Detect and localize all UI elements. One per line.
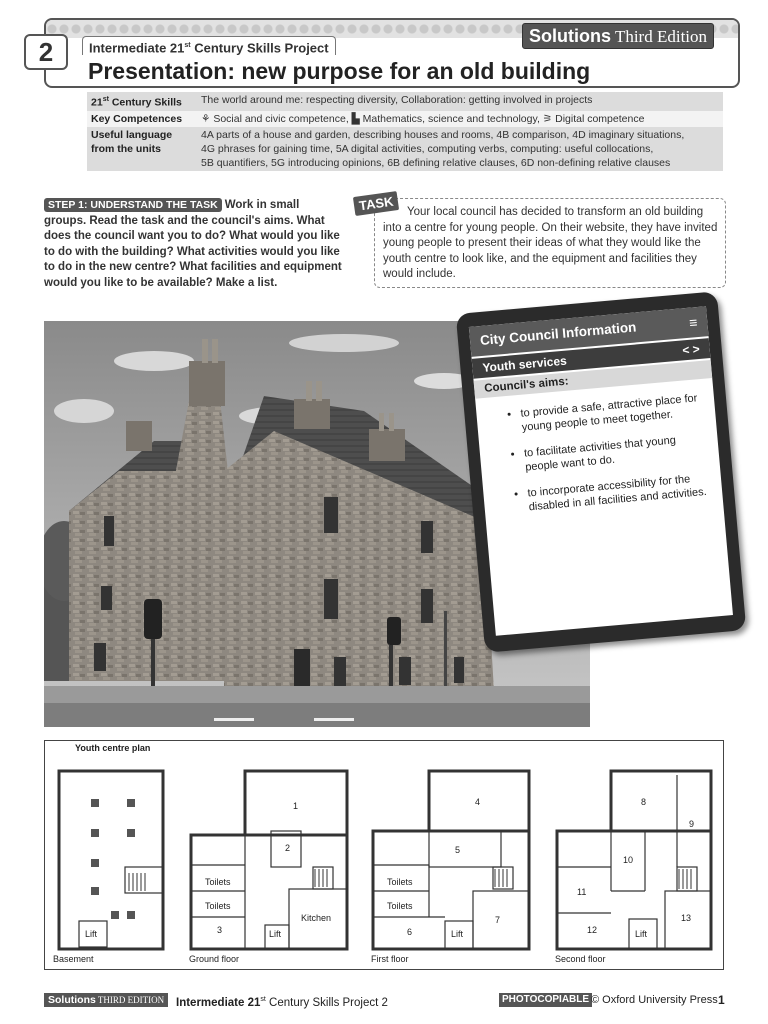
toilets-label: Toilets <box>387 877 413 887</box>
step1-text: Work in small groups. Read the task and the council's aims. What does the council want you to do? What would you like to do with the building? What activities would you like to do in the new centre? What facilities and equipment would you like to be available? Make a list. <box>44 199 342 289</box>
tablet-device <box>456 291 747 653</box>
room-number: 12 <box>587 925 598 935</box>
lift-label: Lift <box>451 929 464 939</box>
plan-title: Youth centre plan <box>75 743 151 753</box>
room-number: 1 <box>293 801 299 811</box>
room-number: 11 <box>577 887 587 897</box>
table-row <box>87 127 723 171</box>
room-number: 10 <box>623 855 634 865</box>
toilets-label: Toilets <box>205 901 231 911</box>
aims-list <box>476 390 723 518</box>
lift-label: Lift <box>269 929 282 939</box>
unit-number: 2 <box>24 34 68 70</box>
list-item: • to provide a safe, attractive place for young people to meet together. <box>520 391 702 435</box>
tablet-title: City Council Information <box>479 319 637 349</box>
task-label: TASK <box>353 191 400 216</box>
room-number: 7 <box>495 915 501 925</box>
floor-label-first: First floor <box>371 954 409 964</box>
competences-value: ⚘ Social and civic competence, ▙ Mathematics, science and technology, ⚞ Digital competence <box>197 111 723 127</box>
floor-plans-drawing <box>45 741 723 969</box>
step1-label: STEP 1: UNDERSTAND THE TASK <box>44 198 222 212</box>
project-label: Intermediate 21st Century Skills Project <box>82 36 336 55</box>
lift-label: Lift <box>635 929 648 939</box>
toilets-label: Toilets <box>205 877 231 887</box>
youth-centre-plan <box>44 740 724 970</box>
photocopiable-badge: PHOTOCOPIABLE <box>499 993 592 1007</box>
room-number: 2 <box>285 843 291 853</box>
tablet-subtitle: Youth services <box>481 353 568 375</box>
room-number: 13 <box>681 913 692 923</box>
hamburger-menu-icon[interactable]: ≡ <box>688 314 698 331</box>
skills-key: 21st Century Skills <box>87 92 197 111</box>
nav-arrows-icon[interactable]: < > <box>681 341 701 358</box>
brand-badge: Solutions Third Edition <box>522 23 714 49</box>
room-number: 5 <box>455 845 461 855</box>
step1-instructions <box>44 198 344 291</box>
footer-title: Intermediate 21st Century Skills Project 2 <box>176 996 388 1009</box>
skills-info-table <box>87 92 723 171</box>
floor-label-basement: Basement <box>53 954 94 964</box>
floor-label-ground: Ground floor <box>189 954 240 964</box>
toilets-label: Toilets <box>387 901 413 911</box>
room-number: 4 <box>475 797 481 807</box>
copyright: © Oxford University Press <box>591 994 718 1006</box>
page-number: 1 <box>718 993 725 1007</box>
list-item: • to incorporate accessibility for the disabled in all facilities and activities. <box>527 471 709 515</box>
table-row <box>87 92 723 111</box>
competences-key: Key Competences <box>87 111 197 127</box>
page-title: Presentation: new purpose for an old building <box>88 58 591 84</box>
room-number: 6 <box>407 927 413 937</box>
language-value: 4A parts of a house and garden, describing houses and rooms, 4B comparison, 4D imaginary situations, 4G phrases for gaining time, 5A digital activities, computing verbs, computing: useful collocations, 5B quantifiers, 5G introducing opinions, 6B defining relative clauses, 6D non-defining relative clauses <box>197 127 723 171</box>
room-number: 3 <box>217 925 223 935</box>
floor-label-second: Second floor <box>555 954 606 964</box>
list-item: • to facilitate activities that young people want to do. <box>523 431 705 475</box>
language-key: Useful language from the units <box>87 127 197 171</box>
aims-heading: Council's aims: <box>474 360 713 399</box>
room-number: 9 <box>689 819 695 829</box>
tablet-screen <box>469 306 733 636</box>
table-row <box>87 111 723 127</box>
lift-label: Lift <box>85 929 98 939</box>
kitchen-label: Kitchen <box>301 913 332 923</box>
footer <box>44 993 724 1009</box>
footer-brand: Solutions THIRD EDITION <box>44 993 168 1007</box>
task-text: Your local council has decided to transform an old building into a centre for young people. On their website, they have invited young people to present their ideas of what they would like the youth centre to look like, and the equipment and facilities they would include. <box>383 206 718 280</box>
skills-value: The world around me: respecting diversity, Collaboration: getting involved in projects <box>197 92 723 111</box>
room-number: 8 <box>641 797 647 807</box>
